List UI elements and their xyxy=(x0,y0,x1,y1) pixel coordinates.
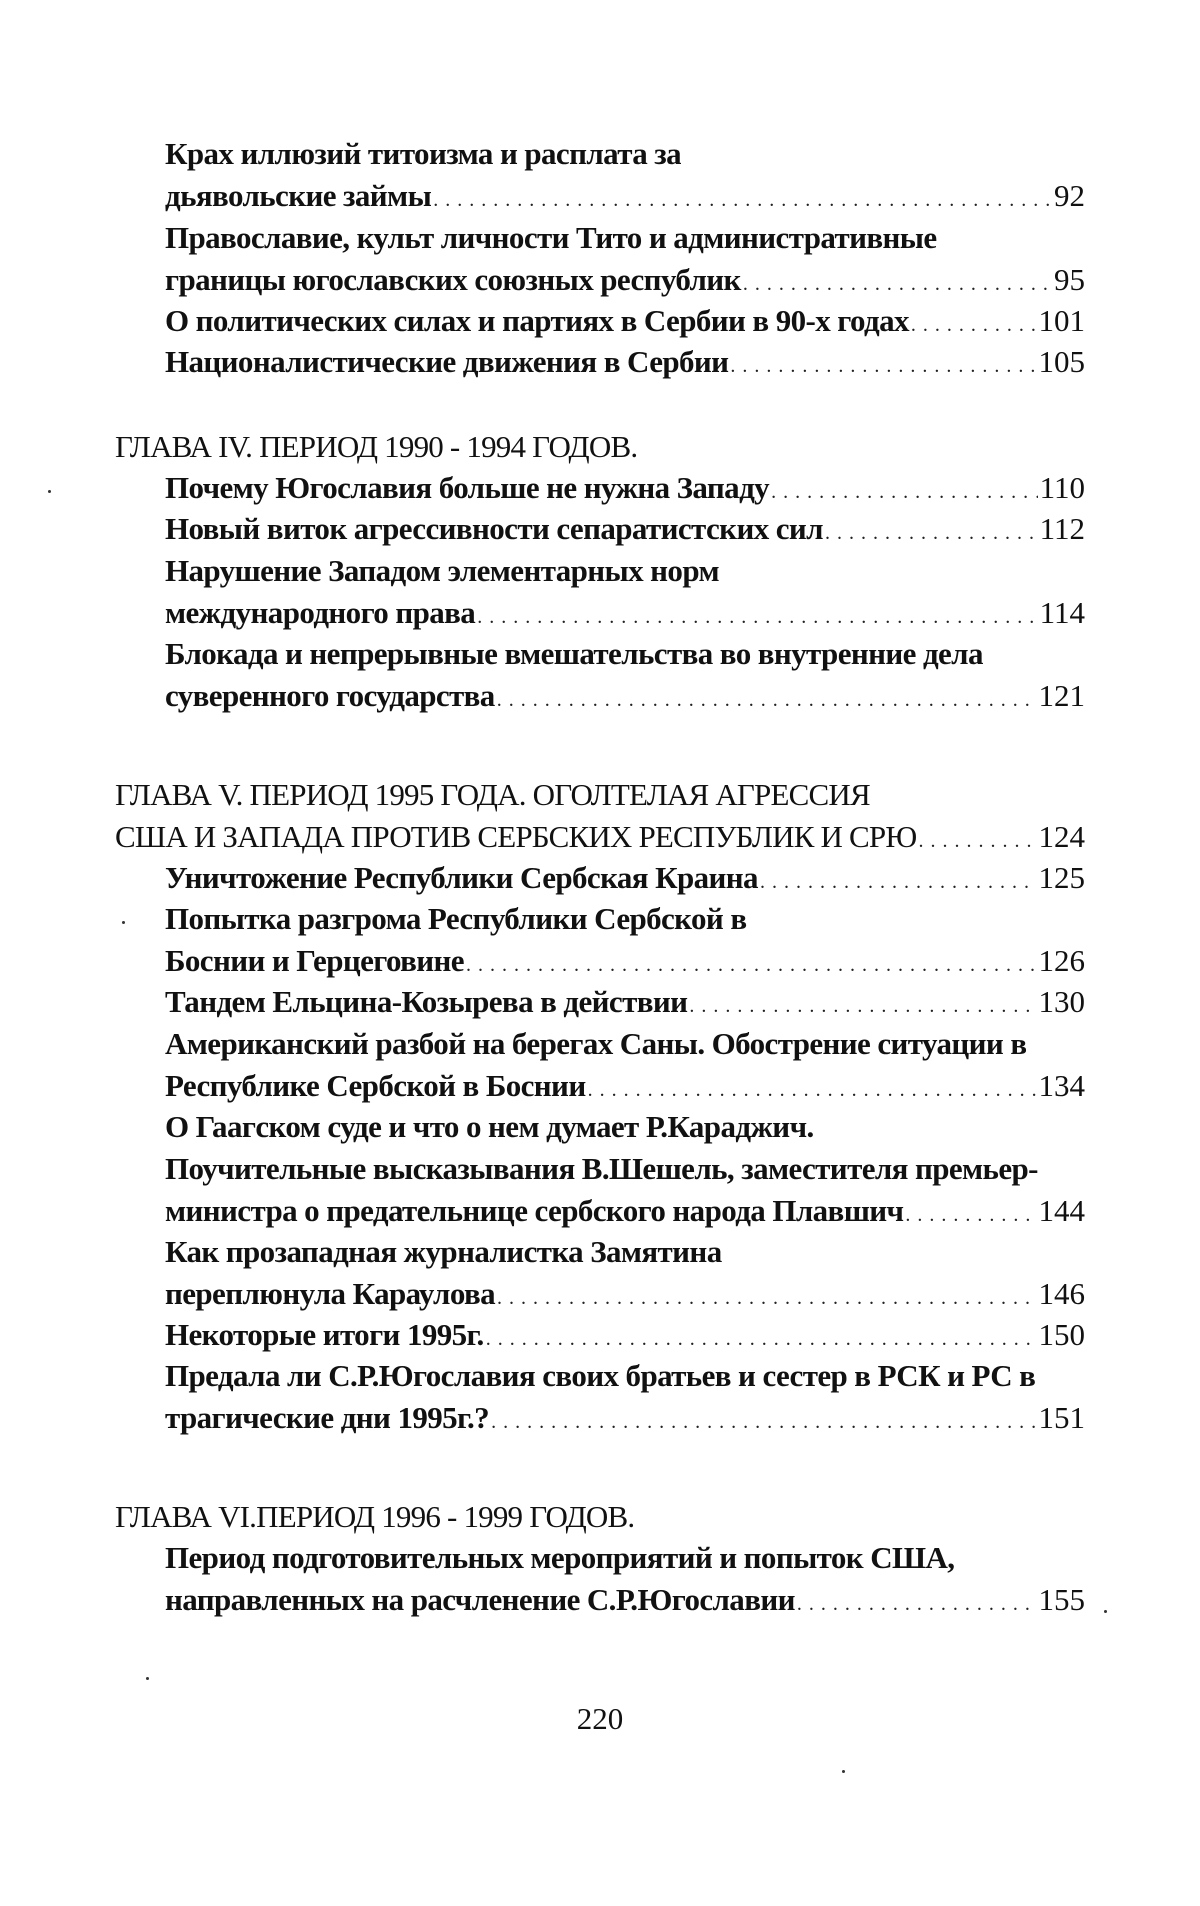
toc-entry xyxy=(165,1397,1085,1439)
toc-entry-line: Крах иллюзий титоизма и расплата за xyxy=(165,136,682,171)
entry-title: Почему Югославия больше не нужна Западу xyxy=(165,470,770,505)
print-speck xyxy=(48,490,51,493)
entry-title: трагические дни 1995г.? xyxy=(165,1400,490,1435)
entry-page-number: 124 xyxy=(1038,819,1085,854)
dot-leader xyxy=(905,1194,1036,1232)
toc-entry-line: Как прозападная журналистка Замятина xyxy=(165,1234,722,1269)
entry-page-number: 126 xyxy=(1038,943,1085,978)
entry-page-number: 146 xyxy=(1038,1276,1085,1311)
toc-entry-line: Православие, культ личности Тито и административные xyxy=(165,220,937,255)
dot-leader xyxy=(466,944,1037,982)
toc-entry xyxy=(165,940,1085,982)
toc-entry-line: Блокада и непрерывные вмешательства во внутренние дела xyxy=(165,636,983,671)
dot-leader xyxy=(760,861,1037,899)
entry-page-number: 112 xyxy=(1039,511,1085,546)
entry-page-number: 144 xyxy=(1038,1193,1085,1228)
dot-leader xyxy=(588,1069,1037,1107)
print-speck xyxy=(842,1770,845,1773)
toc-entry xyxy=(165,467,1085,509)
dot-leader xyxy=(918,820,1036,858)
entry-title: границы югославских союзных республик xyxy=(165,262,741,297)
toc-entry xyxy=(165,175,1085,217)
toc-entry xyxy=(165,857,1085,899)
entry-page-number: 130 xyxy=(1038,984,1085,1019)
chapter-heading-line: ГЛАВА VI.ПЕРИОД 1996 - 1999 ГОДОВ. xyxy=(115,1499,635,1534)
toc-entry-line: Предала ли С.Р.Югославия своих братьев и сестер в РСК и РС в xyxy=(165,1358,1036,1393)
entry-page-number: 114 xyxy=(1039,595,1085,630)
toc-entry xyxy=(165,300,1085,342)
entry-title: переплюнула Караулова xyxy=(165,1276,496,1311)
toc-entry-line: Поучительные высказывания В.Шешель, заместителя премьер- xyxy=(165,1151,1038,1186)
dot-leader xyxy=(797,1583,1037,1621)
dot-leader xyxy=(689,985,1036,1023)
entry-page-number: 121 xyxy=(1038,678,1085,713)
entry-title: международного права xyxy=(165,595,476,630)
toc-entry-line: О Гаагском суде и что о нем думает Р.Караджич. xyxy=(165,1109,814,1144)
entry-page-number: 95 xyxy=(1054,262,1085,297)
dot-leader xyxy=(433,179,1052,217)
toc-entry xyxy=(165,1273,1085,1315)
dot-leader xyxy=(771,471,1038,509)
dot-leader xyxy=(497,1277,1036,1315)
toc-entry xyxy=(165,259,1085,301)
toc-entry xyxy=(165,592,1085,634)
toc-entry xyxy=(165,341,1085,383)
entry-title: Уничтожение Республики Сербская Краина xyxy=(165,860,758,895)
entry-page-number: 151 xyxy=(1038,1400,1085,1435)
toc-entry xyxy=(165,1579,1085,1621)
entry-page-number: 105 xyxy=(1038,344,1085,379)
entry-title: суверенного государства xyxy=(165,678,495,713)
toc-entry-line: Попытка разгрома Республики Сербской в xyxy=(165,901,747,936)
entry-title: О политических силах и партиях в Сербии в 90-х годах xyxy=(165,303,909,338)
entry-title: Некоторые итоги 1995г. xyxy=(165,1317,484,1352)
entry-page-number: 150 xyxy=(1038,1317,1085,1352)
toc-chapter-entry xyxy=(115,816,1085,858)
toc-entry-line: Период подготовительных мероприятий и попыток США, xyxy=(165,1540,955,1575)
toc-entry xyxy=(165,981,1085,1023)
entry-title: Республике Сербской в Боснии xyxy=(165,1068,586,1103)
entry-title: направленных на расчленение С.Р.Югославии xyxy=(165,1582,795,1617)
dot-leader xyxy=(497,679,1037,717)
toc-entry xyxy=(165,508,1085,550)
print-speck xyxy=(122,921,125,924)
dot-leader xyxy=(486,1318,1037,1356)
toc-entry xyxy=(165,675,1085,717)
entry-title: Националистические движения в Сербии xyxy=(165,344,729,379)
toc-entry-line: Американский разбой на берегах Саны. Обострение ситуации в xyxy=(165,1026,1027,1061)
dot-leader xyxy=(911,304,1037,342)
entry-title: министра о предательнице сербского народа Плавшич xyxy=(165,1193,904,1228)
entry-title: Боснии и Герцеговине xyxy=(165,943,464,978)
page-number: 220 xyxy=(576,1701,624,1736)
print-speck xyxy=(146,1677,149,1680)
entry-title: Новый виток агрессивности сепаратистских сил xyxy=(165,511,823,546)
entry-title: дьявольские займы xyxy=(165,178,432,213)
entry-title: Тандем Ельцина-Козырева в действии xyxy=(165,984,688,1019)
toc-entry xyxy=(165,1190,1085,1232)
entry-page-number: 125 xyxy=(1038,860,1085,895)
chapter-heading-line: ГЛАВА IV. ПЕРИОД 1990 - 1994 ГОДОВ. xyxy=(115,429,638,464)
toc-entry xyxy=(165,1065,1085,1107)
dot-leader xyxy=(477,596,1037,634)
entry-page-number: 134 xyxy=(1038,1068,1085,1103)
entry-title: США И ЗАПАДА ПРОТИВ СЕРБСКИХ РЕСПУБЛИК И СРЮ xyxy=(115,819,917,854)
print-speck xyxy=(1104,1610,1107,1613)
chapter-heading-line: ГЛАВА V. ПЕРИОД 1995 ГОДА. ОГОЛТЕЛАЯ АГРЕССИЯ xyxy=(115,777,870,812)
dot-leader xyxy=(743,263,1052,301)
entry-page-number: 92 xyxy=(1054,178,1085,213)
entry-page-number: 155 xyxy=(1038,1582,1085,1617)
dot-leader xyxy=(491,1401,1036,1439)
entry-page-number: 101 xyxy=(1038,303,1085,338)
entry-page-number: 110 xyxy=(1039,470,1085,505)
dot-leader xyxy=(825,512,1038,550)
dot-leader xyxy=(730,345,1036,383)
toc-entry xyxy=(165,1314,1085,1356)
toc-entry-line: Нарушение Западом элементарных норм xyxy=(165,553,720,588)
